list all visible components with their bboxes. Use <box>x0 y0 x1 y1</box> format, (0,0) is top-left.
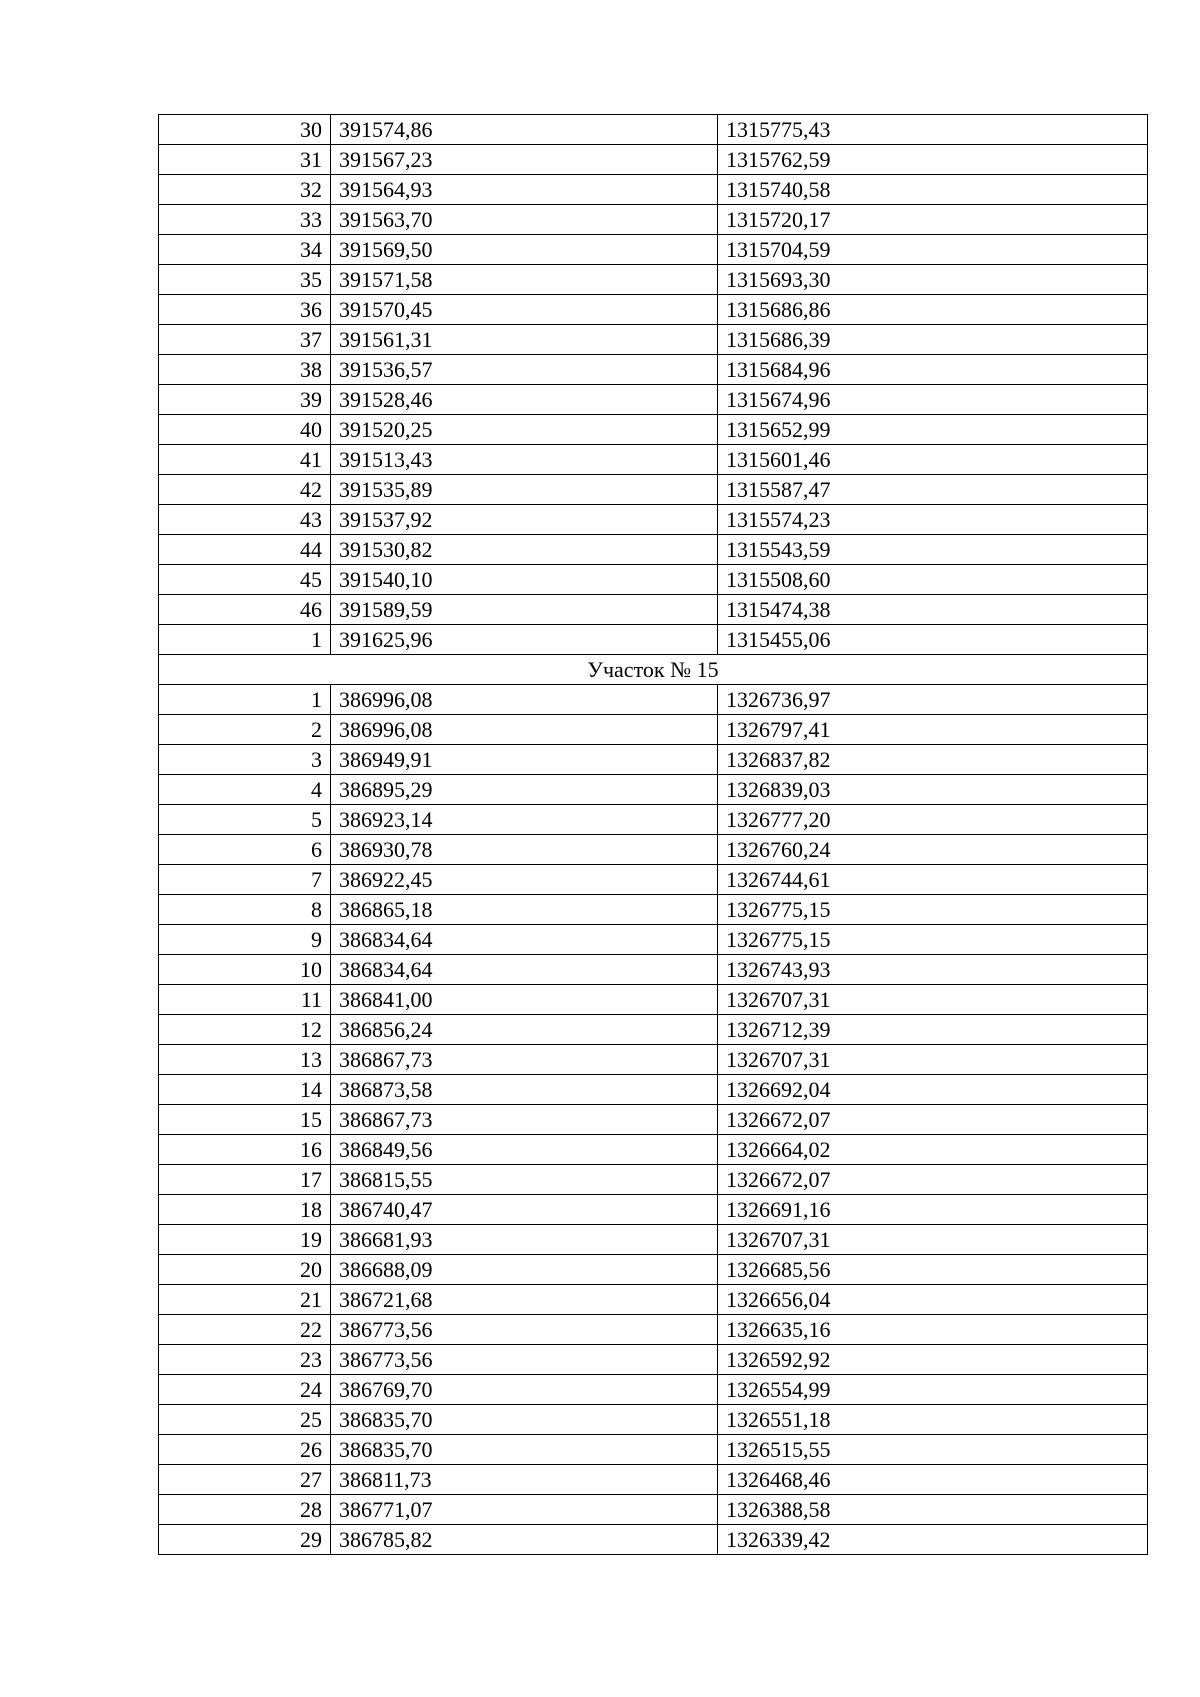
table-row <box>159 325 1148 355</box>
y-coordinate-cell: 1326592,92 <box>718 1345 1148 1375</box>
table-row <box>159 1165 1148 1195</box>
y-coordinate-cell: 1315686,39 <box>718 325 1148 355</box>
point-number-cell: 26 <box>159 1435 331 1465</box>
x-coordinate-cell: 391625,96 <box>331 625 718 655</box>
x-coordinate-cell: 391567,23 <box>331 145 718 175</box>
table-row <box>159 1375 1148 1405</box>
point-number-cell: 36 <box>159 295 331 325</box>
y-coordinate-cell: 1326672,07 <box>718 1105 1148 1135</box>
table-row <box>159 1195 1148 1225</box>
x-coordinate-cell: 391530,82 <box>331 535 718 565</box>
table-row <box>159 715 1148 745</box>
x-coordinate-cell: 391520,25 <box>331 415 718 445</box>
point-number-cell: 29 <box>159 1525 331 1555</box>
x-coordinate-cell: 386867,73 <box>331 1045 718 1075</box>
x-coordinate-cell: 386930,78 <box>331 835 718 865</box>
y-coordinate-cell: 1315693,30 <box>718 265 1148 295</box>
point-number-cell: 22 <box>159 1315 331 1345</box>
point-number-cell: 33 <box>159 205 331 235</box>
table-row <box>159 1135 1148 1165</box>
table-row <box>159 625 1148 655</box>
table-row <box>159 175 1148 205</box>
x-coordinate-cell: 386773,56 <box>331 1315 718 1345</box>
point-number-cell: 39 <box>159 385 331 415</box>
x-coordinate-cell: 386922,45 <box>331 865 718 895</box>
y-coordinate-cell: 1326839,03 <box>718 775 1148 805</box>
y-coordinate-cell: 1315508,60 <box>718 565 1148 595</box>
table-row <box>159 1345 1148 1375</box>
y-coordinate-cell: 1326760,24 <box>718 835 1148 865</box>
y-coordinate-cell: 1315455,06 <box>718 625 1148 655</box>
point-number-cell: 24 <box>159 1375 331 1405</box>
point-number-cell: 13 <box>159 1045 331 1075</box>
x-coordinate-cell: 391528,46 <box>331 385 718 415</box>
point-number-cell: 23 <box>159 1345 331 1375</box>
point-number-cell: 1 <box>159 625 331 655</box>
table-row <box>159 925 1148 955</box>
point-number-cell: 45 <box>159 565 331 595</box>
y-coordinate-cell: 1315740,58 <box>718 175 1148 205</box>
section-title: Участок № 15 <box>159 655 1148 685</box>
point-number-cell: 32 <box>159 175 331 205</box>
table-row <box>159 355 1148 385</box>
point-number-cell: 5 <box>159 805 331 835</box>
x-coordinate-cell: 386811,73 <box>331 1465 718 1495</box>
coordinates-table-body <box>159 115 1148 1555</box>
y-coordinate-cell: 1326777,20 <box>718 805 1148 835</box>
x-coordinate-cell: 391536,57 <box>331 355 718 385</box>
point-number-cell: 44 <box>159 535 331 565</box>
table-row <box>159 805 1148 835</box>
x-coordinate-cell: 391570,45 <box>331 295 718 325</box>
y-coordinate-cell: 1315704,59 <box>718 235 1148 265</box>
y-coordinate-cell: 1326685,56 <box>718 1255 1148 1285</box>
table-row <box>159 385 1148 415</box>
x-coordinate-cell: 386721,68 <box>331 1285 718 1315</box>
table-row <box>159 205 1148 235</box>
y-coordinate-cell: 1326744,61 <box>718 865 1148 895</box>
point-number-cell: 21 <box>159 1285 331 1315</box>
point-number-cell: 14 <box>159 1075 331 1105</box>
x-coordinate-cell: 386835,70 <box>331 1435 718 1465</box>
x-coordinate-cell: 386923,14 <box>331 805 718 835</box>
y-coordinate-cell: 1326736,97 <box>718 685 1148 715</box>
x-coordinate-cell: 386834,64 <box>331 925 718 955</box>
table-row <box>159 445 1148 475</box>
y-coordinate-cell: 1326837,82 <box>718 745 1148 775</box>
point-number-cell: 25 <box>159 1405 331 1435</box>
table-row <box>159 835 1148 865</box>
x-coordinate-cell: 386849,56 <box>331 1135 718 1165</box>
point-number-cell: 18 <box>159 1195 331 1225</box>
point-number-cell: 2 <box>159 715 331 745</box>
x-coordinate-cell: 386835,70 <box>331 1405 718 1435</box>
x-coordinate-cell: 391537,92 <box>331 505 718 535</box>
table-row <box>159 1285 1148 1315</box>
table-row <box>159 895 1148 925</box>
point-number-cell: 41 <box>159 445 331 475</box>
table-row <box>159 775 1148 805</box>
point-number-cell: 15 <box>159 1105 331 1135</box>
y-coordinate-cell: 1315674,96 <box>718 385 1148 415</box>
y-coordinate-cell: 1315574,23 <box>718 505 1148 535</box>
x-coordinate-cell: 391535,89 <box>331 475 718 505</box>
table-row <box>159 1105 1148 1135</box>
table-row <box>159 475 1148 505</box>
point-number-cell: 19 <box>159 1225 331 1255</box>
table-row <box>159 1315 1148 1345</box>
table-row <box>159 295 1148 325</box>
table-row <box>159 415 1148 445</box>
table-row <box>159 1045 1148 1075</box>
table-row <box>159 1465 1148 1495</box>
y-coordinate-cell: 1315587,47 <box>718 475 1148 505</box>
x-coordinate-cell: 386771,07 <box>331 1495 718 1525</box>
x-coordinate-cell: 386873,58 <box>331 1075 718 1105</box>
y-coordinate-cell: 1326388,58 <box>718 1495 1148 1525</box>
point-number-cell: 38 <box>159 355 331 385</box>
x-coordinate-cell: 391561,31 <box>331 325 718 355</box>
table-row <box>159 865 1148 895</box>
point-number-cell: 11 <box>159 985 331 1015</box>
table-row <box>159 1075 1148 1105</box>
table-row <box>159 505 1148 535</box>
x-coordinate-cell: 391513,43 <box>331 445 718 475</box>
x-coordinate-cell: 386815,55 <box>331 1165 718 1195</box>
y-coordinate-cell: 1326712,39 <box>718 1015 1148 1045</box>
y-coordinate-cell: 1315474,38 <box>718 595 1148 625</box>
y-coordinate-cell: 1326797,41 <box>718 715 1148 745</box>
table-row <box>159 565 1148 595</box>
point-number-cell: 27 <box>159 1465 331 1495</box>
point-number-cell: 42 <box>159 475 331 505</box>
table-row <box>159 1405 1148 1435</box>
x-coordinate-cell: 391569,50 <box>331 235 718 265</box>
point-number-cell: 9 <box>159 925 331 955</box>
x-coordinate-cell: 386949,91 <box>331 745 718 775</box>
y-coordinate-cell: 1326515,55 <box>718 1435 1148 1465</box>
y-coordinate-cell: 1326707,31 <box>718 985 1148 1015</box>
point-number-cell: 12 <box>159 1015 331 1045</box>
y-coordinate-cell: 1326672,07 <box>718 1165 1148 1195</box>
table-row <box>159 1255 1148 1285</box>
y-coordinate-cell: 1326692,04 <box>718 1075 1148 1105</box>
x-coordinate-cell: 391563,70 <box>331 205 718 235</box>
table-row <box>159 1435 1148 1465</box>
y-coordinate-cell: 1326656,04 <box>718 1285 1148 1315</box>
table-row <box>159 1015 1148 1045</box>
point-number-cell: 28 <box>159 1495 331 1525</box>
point-number-cell: 30 <box>159 115 331 145</box>
table-row <box>159 955 1148 985</box>
point-number-cell: 3 <box>159 745 331 775</box>
point-number-cell: 40 <box>159 415 331 445</box>
table-row <box>159 235 1148 265</box>
table-row <box>159 265 1148 295</box>
y-coordinate-cell: 1315652,99 <box>718 415 1148 445</box>
table-row <box>159 595 1148 625</box>
y-coordinate-cell: 1326707,31 <box>718 1045 1148 1075</box>
point-number-cell: 46 <box>159 595 331 625</box>
x-coordinate-cell: 386865,18 <box>331 895 718 925</box>
x-coordinate-cell: 391574,86 <box>331 115 718 145</box>
x-coordinate-cell: 391589,59 <box>331 595 718 625</box>
point-number-cell: 7 <box>159 865 331 895</box>
x-coordinate-cell: 386996,08 <box>331 715 718 745</box>
point-number-cell: 31 <box>159 145 331 175</box>
table-row <box>159 985 1148 1015</box>
point-number-cell: 10 <box>159 955 331 985</box>
x-coordinate-cell: 386785,82 <box>331 1525 718 1555</box>
table-row <box>159 115 1148 145</box>
point-number-cell: 6 <box>159 835 331 865</box>
y-coordinate-cell: 1326339,42 <box>718 1525 1148 1555</box>
y-coordinate-cell: 1326691,16 <box>718 1195 1148 1225</box>
table-row <box>159 145 1148 175</box>
x-coordinate-cell: 391564,93 <box>331 175 718 205</box>
x-coordinate-cell: 386740,47 <box>331 1195 718 1225</box>
x-coordinate-cell: 386834,64 <box>331 955 718 985</box>
point-number-cell: 8 <box>159 895 331 925</box>
x-coordinate-cell: 386681,93 <box>331 1225 718 1255</box>
y-coordinate-cell: 1326707,31 <box>718 1225 1148 1255</box>
y-coordinate-cell: 1326743,93 <box>718 955 1148 985</box>
y-coordinate-cell: 1315543,59 <box>718 535 1148 565</box>
x-coordinate-cell: 386895,29 <box>331 775 718 805</box>
y-coordinate-cell: 1326664,02 <box>718 1135 1148 1165</box>
x-coordinate-cell: 386841,00 <box>331 985 718 1015</box>
table-row <box>159 1495 1148 1525</box>
point-number-cell: 4 <box>159 775 331 805</box>
x-coordinate-cell: 386769,70 <box>331 1375 718 1405</box>
x-coordinate-cell: 386688,09 <box>331 1255 718 1285</box>
x-coordinate-cell: 391540,10 <box>331 565 718 595</box>
point-number-cell: 1 <box>159 685 331 715</box>
point-number-cell: 35 <box>159 265 331 295</box>
y-coordinate-cell: 1315762,59 <box>718 145 1148 175</box>
y-coordinate-cell: 1326468,46 <box>718 1465 1148 1495</box>
y-coordinate-cell: 1326775,15 <box>718 925 1148 955</box>
y-coordinate-cell: 1326635,16 <box>718 1315 1148 1345</box>
section-header-row <box>159 655 1148 685</box>
x-coordinate-cell: 386856,24 <box>331 1015 718 1045</box>
coordinates-table <box>158 114 1148 1555</box>
point-number-cell: 37 <box>159 325 331 355</box>
y-coordinate-cell: 1326554,99 <box>718 1375 1148 1405</box>
y-coordinate-cell: 1326551,18 <box>718 1405 1148 1435</box>
table-row <box>159 1525 1148 1555</box>
y-coordinate-cell: 1315775,43 <box>718 115 1148 145</box>
y-coordinate-cell: 1315601,46 <box>718 445 1148 475</box>
x-coordinate-cell: 386996,08 <box>331 685 718 715</box>
point-number-cell: 34 <box>159 235 331 265</box>
y-coordinate-cell: 1326775,15 <box>718 895 1148 925</box>
table-row <box>159 535 1148 565</box>
y-coordinate-cell: 1315720,17 <box>718 205 1148 235</box>
point-number-cell: 20 <box>159 1255 331 1285</box>
table-row <box>159 1225 1148 1255</box>
y-coordinate-cell: 1315686,86 <box>718 295 1148 325</box>
point-number-cell: 43 <box>159 505 331 535</box>
table-row <box>159 745 1148 775</box>
y-coordinate-cell: 1315684,96 <box>718 355 1148 385</box>
point-number-cell: 16 <box>159 1135 331 1165</box>
x-coordinate-cell: 386867,73 <box>331 1105 718 1135</box>
table-row <box>159 685 1148 715</box>
point-number-cell: 17 <box>159 1165 331 1195</box>
x-coordinate-cell: 391571,58 <box>331 265 718 295</box>
x-coordinate-cell: 386773,56 <box>331 1345 718 1375</box>
